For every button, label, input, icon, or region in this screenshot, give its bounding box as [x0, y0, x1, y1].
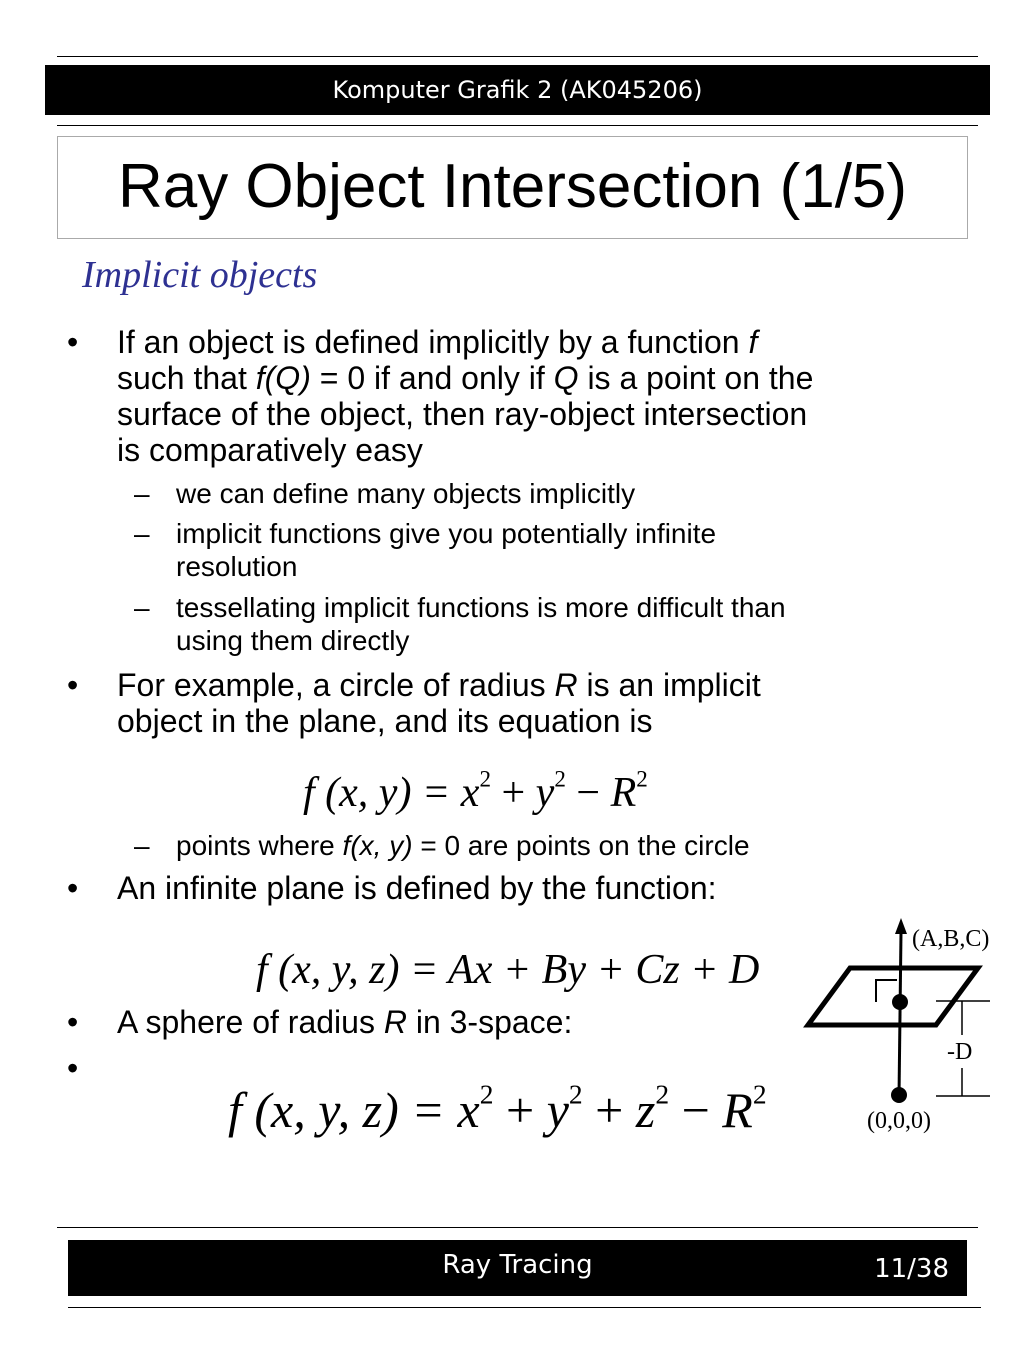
text: tessellating implicit functions is more difficult than	[176, 592, 786, 623]
eq-exponent: 2	[752, 1078, 767, 1110]
eq-exponent: 2	[479, 765, 491, 792]
text: such that	[117, 360, 256, 396]
eq-term: y	[535, 770, 555, 816]
course-header-bar	[45, 65, 990, 115]
text: is a point on the	[578, 360, 814, 396]
normal-axis-line	[899, 932, 901, 1097]
plane-parallelogram	[808, 968, 978, 1025]
eq-exponent: 2	[636, 765, 648, 792]
eq-operator: +	[490, 770, 536, 816]
text: For example, a circle of radius	[117, 667, 555, 703]
eq-term: R	[722, 1082, 753, 1138]
eq-term: y	[546, 1082, 569, 1138]
eq-operator: +	[582, 1082, 636, 1138]
normal-label: (A,B,C)	[912, 926, 990, 952]
text: object in the plane, and its equation is	[117, 703, 653, 739]
eq-exponent: 2	[568, 1078, 583, 1110]
eq-operator: +	[493, 1082, 547, 1138]
bullet-mark: •	[67, 1050, 79, 1086]
eq-operator: −	[565, 770, 611, 816]
eq-exponent: 2	[655, 1078, 670, 1110]
italic-text: f	[748, 324, 758, 360]
right-angle-mark	[876, 980, 897, 1002]
text: resolution	[176, 551, 298, 582]
dash-mark: –	[134, 830, 150, 861]
bullet-text	[117, 1004, 572, 1040]
text: is comparatively easy	[117, 432, 423, 468]
slide-subtitle: Implicit objects	[82, 254, 318, 296]
text: is an implicit	[577, 667, 761, 703]
italic-text: R	[554, 667, 578, 703]
dash-mark: –	[134, 478, 150, 509]
text: using them directly	[176, 625, 410, 656]
eq-lhs: f (x, y) =	[303, 770, 461, 816]
text: = 0 are points on the circle	[412, 830, 750, 861]
origin-label: (0,0,0)	[867, 1108, 931, 1134]
eq-term: x	[457, 1082, 480, 1138]
dash-mark: –	[134, 518, 150, 549]
eq-text: f (x, y, z) = Ax + By + Cz + D	[256, 947, 760, 993]
subbullet-text: we can define many objects implicitly	[176, 478, 636, 509]
eq-term: x	[460, 770, 480, 816]
footer-topic: Ray Tracing	[442, 1250, 593, 1280]
bullet-mark: •	[67, 324, 79, 360]
distance-label: -D	[947, 1039, 973, 1065]
normal-arrow-head	[895, 918, 907, 934]
bullet-mark: •	[67, 870, 79, 906]
bullet-text	[117, 667, 761, 739]
bullet-text: An infinite plane is defined by the function:	[117, 870, 717, 906]
italic-text: f(x, y)	[342, 830, 413, 861]
text: = 0 if and only if	[310, 360, 554, 396]
origin-point	[891, 1087, 907, 1103]
bullet-text	[117, 324, 813, 468]
text: surface of the object, then ray-object intersection	[117, 396, 808, 432]
subbullet-text	[176, 829, 750, 862]
sphere-equation	[228, 1080, 767, 1140]
text: If an object is defined implicitly by a function	[117, 324, 749, 360]
bullet-mark: •	[67, 667, 79, 703]
plane-point	[892, 994, 908, 1010]
subbullet-text	[176, 517, 716, 583]
page-number: 11/38	[874, 1254, 949, 1284]
dash-mark: –	[134, 592, 150, 623]
course-title: Komputer Grafik 2 (AK045206)	[332, 76, 703, 104]
eq-exponent: 2	[554, 765, 566, 792]
footer-bottom-rule	[68, 1307, 981, 1308]
eq-operator: −	[669, 1082, 723, 1138]
eq-lhs: f (x, y, z) =	[228, 1082, 458, 1138]
italic-text: R	[383, 1004, 407, 1040]
eq-term: z	[635, 1082, 656, 1138]
slide-title: Ray Object Intersection (1/5)	[117, 152, 908, 221]
text: in 3-space:	[406, 1004, 573, 1040]
eq-exponent: 2	[479, 1078, 494, 1110]
eq-term: R	[610, 770, 637, 816]
bullet-mark: •	[67, 1004, 79, 1040]
footer-top-rule	[57, 1227, 978, 1228]
italic-text: Q	[553, 360, 579, 396]
italic-text: f(Q)	[255, 360, 311, 396]
title-box	[57, 136, 968, 239]
top-rule	[57, 56, 978, 57]
plane-equation	[256, 945, 759, 995]
header-under-rule	[57, 125, 978, 126]
circle-equation	[303, 765, 648, 818]
footer-bar	[68, 1240, 967, 1296]
subbullet-text	[176, 591, 786, 657]
text: implicit functions give you potentially infinite	[176, 518, 717, 549]
text: A sphere of radius	[117, 1004, 384, 1040]
text: points where	[176, 830, 343, 861]
